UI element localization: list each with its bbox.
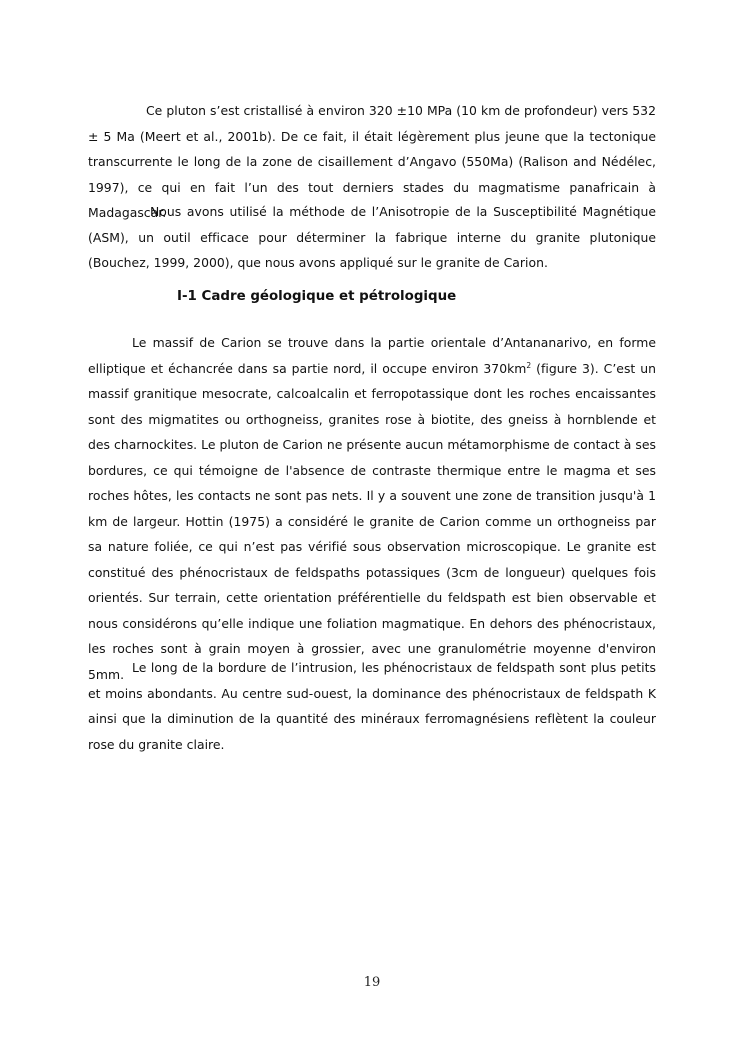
body-paragraph-1-rest: (figure 3). C’est un massif granitique mesocrate, calcoalcalin et ferropotassique dont les roches encaissantes sont des migmatites ou orthogneiss, granites rose à biotite, des gneiss à hornblende et des charnockites. Le pluton de Carion ne présente aucun métamorphisme de contact à ses bordures, ce qui témoigne de l'absence de contraste thermique entre le magma et ses roches hôtes, les contacts ne sont pas nets. Il y a souvent une zone de transition jusqu'à 1 km de largeur. Hottin (1975) a considéré le granite de Carion comme un orthogneiss par sa nature foliée, ce qui n’est pas vérifié sous observation microscopique. Le granite est constitué des phénocristaux de feldspaths potassiques (3cm de longueur) quelques fois orientés. Sur terrain, cette orientation préférentielle du feldspath est bien observable et nous considérons qu’elle indique une foliation magmatique. En dehors des phénocristaux, les roches sont à grain moyen à grossier, avec une granulométrie moyenne d'environ 5mm. <box>88 360 656 682</box>
intro-paragraph-2: Nous avons utilisé la méthode de l’Anisotropie de la Susceptibilité Magnétique (ASM), un outil efficace pour déterminer la fabrique interne du granite plutonique (Bouchez, 1999, 2000), que nous avons appliqué sur le granite de Carion. <box>88 204 656 271</box>
intro-paragraph-1: Ce pluton s’est cristallisé à environ 320 ±10 MPa (10 km de profondeur) vers 532 ± 5 Ma (Meert et al., 2001b). De ce fait, il était légèrement plus jeune que la tectonique transcurrente le long de la zone de cisaillement d’Angavo (550Ma) (Ralison and Nédélec, 1997), ce qui en fait l’un des tout derniers stades du magmatisme panafricain à Madagascar. <box>88 103 656 221</box>
page-number: 19 <box>363 975 381 990</box>
body-paragraph-1-start: Le massif de Carion se trouve dans la partie orientale d’Antananarivo, en forme elliptique et échancrée dans sa partie nord, il occupe environ 370km <box>88 335 656 376</box>
area-superscript: 2 <box>526 360 532 370</box>
section-heading: I-1 Cadre géologique et pétrologique <box>177 289 457 304</box>
body-paragraph-1 <box>88 330 656 687</box>
body-paragraph-2: Le long de la bordure de l’intrusion, les phénocristaux de feldspath sont plus petits et moins abondants. Au centre sud-ouest, la dominance des phénocristaux de feldspath K ainsi que la diminution de la quantité des minéraux ferromagnésiens reflètent la couleur rose du granite claire. <box>88 660 656 752</box>
